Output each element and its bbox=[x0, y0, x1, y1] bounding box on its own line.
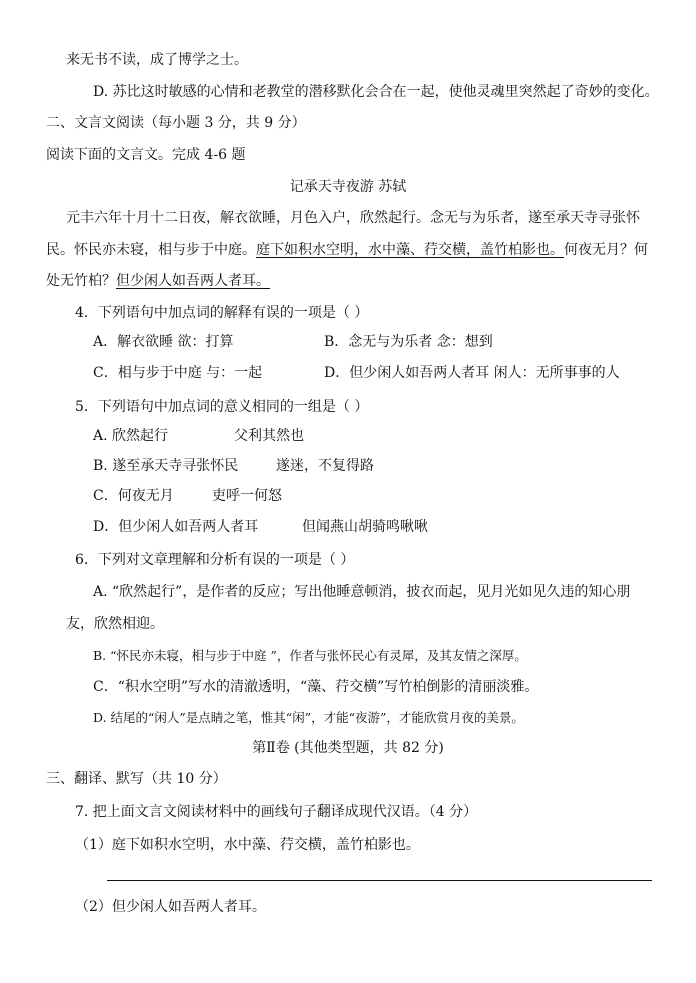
question-4-option-b: B．念无与为乐者 念：想到 bbox=[324, 334, 493, 350]
question-4-option-a: A．解衣欲睡 欲：打算 bbox=[93, 334, 234, 350]
question-5-option-d-pair: 但闻燕山胡骑鸣啾啾 bbox=[302, 519, 428, 535]
underlined-sentence: 庭下如积水空明，水中藻、荇交横，盖竹柏影也。 bbox=[256, 242, 564, 258]
question-7: 7. 把上面文言文阅读材料中的画线句子翻译成现代汉语。（4 分） bbox=[75, 804, 478, 820]
underlined-sentence: 但少闲人如吾两人者耳。 bbox=[116, 273, 270, 289]
passage-title: 记承天寺夜游 苏轼 bbox=[289, 179, 407, 195]
question-5-option-c-pair: 吏呼一何怒 bbox=[212, 488, 282, 504]
question-5-option-a: A. 欣然起行 bbox=[93, 428, 169, 444]
passage-text: 何夜无月？何 bbox=[564, 242, 648, 258]
question-5: 5．下列语句中加点词的意义相同的一组是（ ） bbox=[75, 399, 369, 415]
instruction: 阅读下面的文言文。完成 4-6 题 bbox=[46, 147, 246, 163]
question-6-option-d: D. 结尾的“闲人”是点睛之笔，惟其“闲”，才能“夜游”，才能欣赏月夜的美景。 bbox=[93, 710, 524, 725]
question-5-option-b: B. 遂至承天寺寻张怀民 bbox=[93, 458, 239, 474]
question-4-option-d: D．但少闲人如吾两人者耳 闲人：无所事事的人 bbox=[324, 365, 620, 381]
question-6-option-a: A. “欣然起行”，是作者的反应；写出他睡意顿消，披衣而起，见月光如见久违的知心朋 bbox=[93, 584, 631, 600]
question-4: 4．下列语句中加点词的解释有误的一项是（ ） bbox=[75, 305, 369, 321]
question-6-option-a-cont: 友，欣然相迎。 bbox=[66, 616, 164, 632]
passage-line bbox=[46, 271, 270, 291]
question-7-part-1: （1）庭下如积水空明，水中藻、荇交横，盖竹柏影也。 bbox=[75, 837, 420, 853]
question-6-option-c: C．“积水空明”写水的清澈透明，“藻、荇交横”写竹柏倒影的清丽淡雅。 bbox=[93, 679, 539, 695]
passage-line bbox=[46, 240, 648, 260]
question-6-option-b: B. “怀民亦未寝，相与步于中庭 ”，作者与张怀民心有灵犀，及其友情之深厚。 bbox=[93, 648, 527, 663]
text-line: 来无书不读，成了博学之士。 bbox=[66, 52, 248, 68]
passage-text: 处无竹柏？ bbox=[46, 273, 116, 289]
question-6: 6．下列对文章理解和分析有误的一项是（ ） bbox=[75, 552, 355, 568]
question-5-option-c: C．何夜无月 bbox=[93, 488, 174, 504]
answer-line[interactable] bbox=[107, 880, 652, 881]
question-7-part-2: （2）但少闲人如吾两人者耳。 bbox=[75, 899, 266, 915]
passage-line: 元丰六年十月十二日夜，解衣欲睡，月色入户，欣然起行。念无与为乐者，遂至承天寺寻张怀 bbox=[66, 210, 640, 226]
part-heading: 第Ⅱ卷 (其他类型题，共 82 分) bbox=[252, 740, 444, 756]
option-d-previous: D. 苏比这时敏感的心情和老教堂的潜移默化会合在一起，使他灵魂里突然起了奇妙的变化。 bbox=[93, 84, 659, 100]
question-5-option-d: D．但少闲人如吾两人者耳 bbox=[93, 519, 259, 535]
passage-text: 民。怀民亦未寝，相与步于中庭。 bbox=[46, 242, 256, 258]
section-heading: 二、文言文阅读（每小题 3 分，共 9 分） bbox=[46, 115, 306, 131]
section-heading: 三、翻译、默写（共 10 分） bbox=[46, 771, 227, 787]
question-5-option-b-pair: 遂迷，不复得路 bbox=[276, 458, 374, 474]
question-4-option-c: C．相与步于中庭 与：一起 bbox=[93, 365, 263, 381]
question-5-option-a-pair: 父利其然也 bbox=[234, 428, 304, 444]
